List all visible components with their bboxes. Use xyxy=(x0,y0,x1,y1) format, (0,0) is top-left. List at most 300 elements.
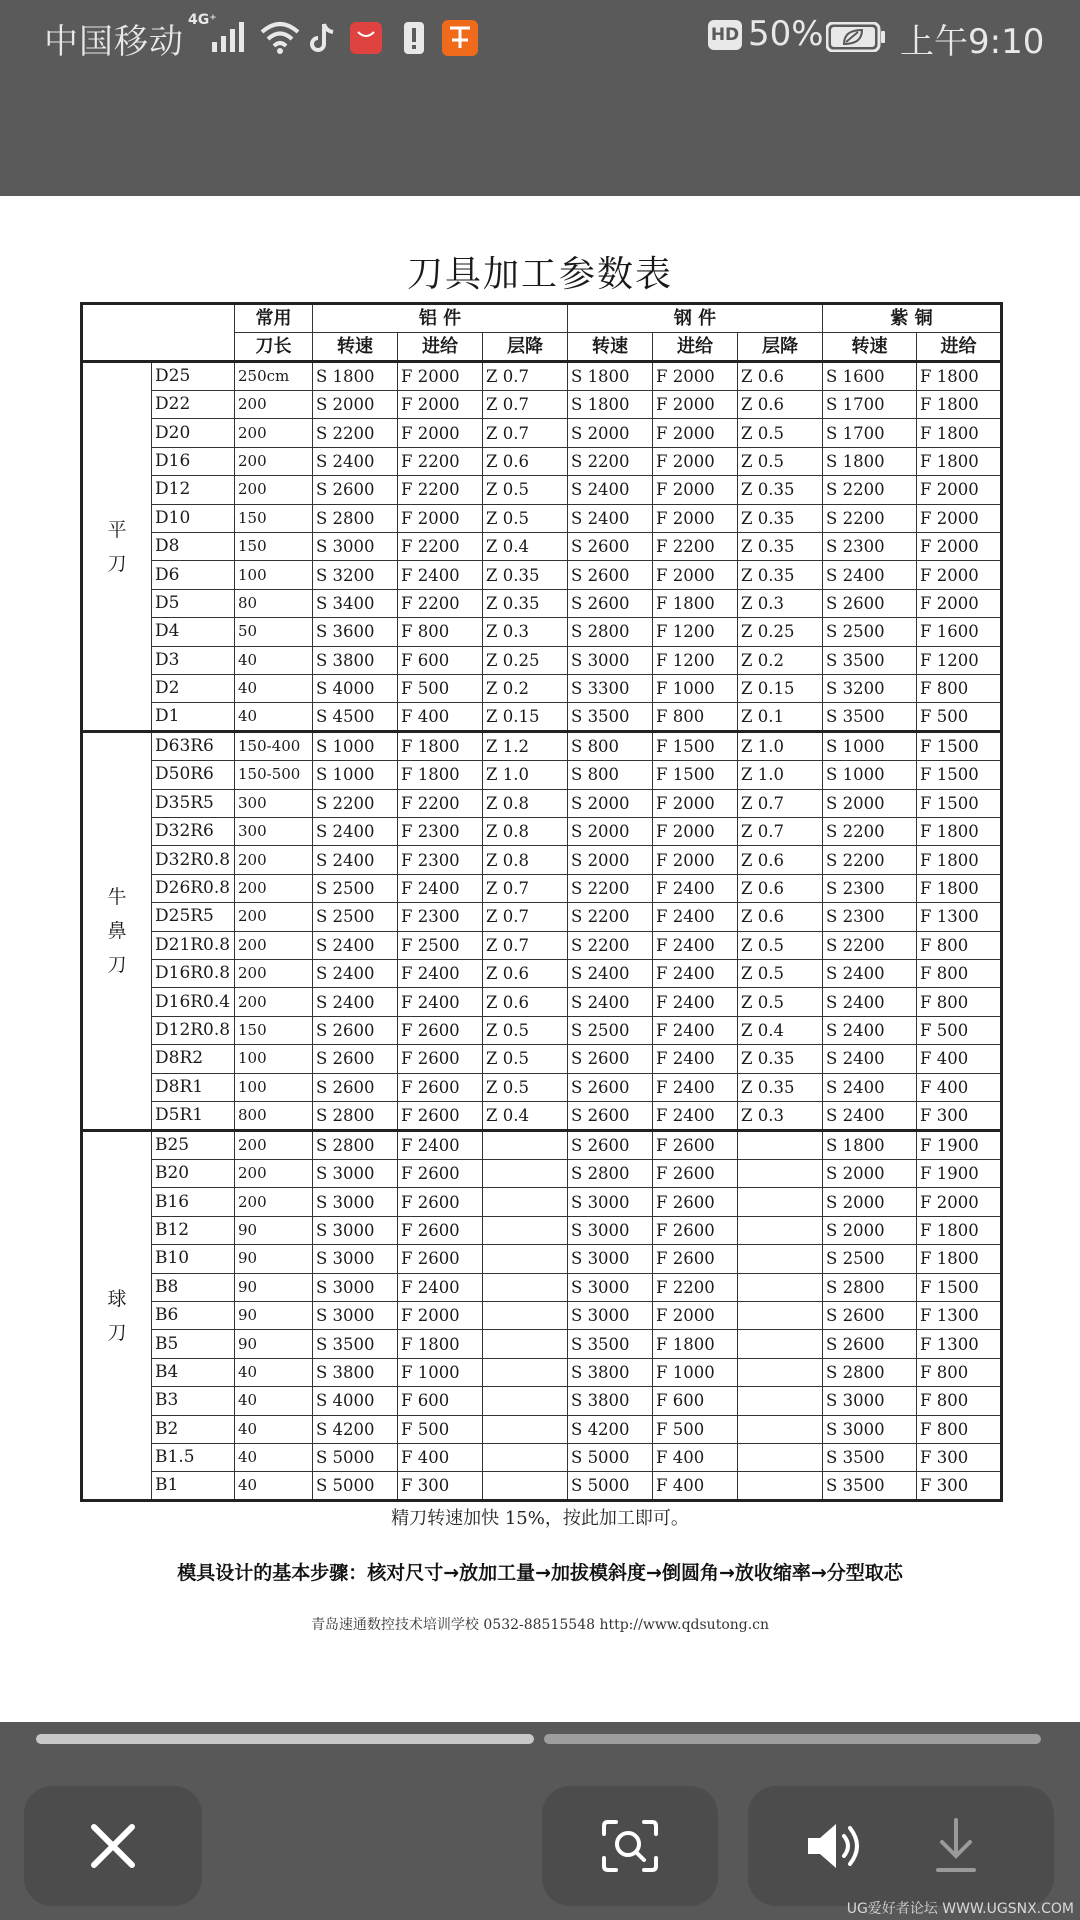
al-feed-cell: F 2600 xyxy=(398,1045,483,1073)
st-feed-cell: F 1200 xyxy=(653,618,738,646)
st-feed-cell: F 2200 xyxy=(653,1273,738,1301)
tool-code-cell: B8 xyxy=(152,1273,235,1301)
document-image xyxy=(0,196,1080,1722)
al-speed-cell: S 2800 xyxy=(313,504,398,532)
tool-length-cell: 200 xyxy=(235,1159,313,1187)
al-speed-cell: S 3800 xyxy=(313,1358,398,1386)
st-speed-cell: S 3000 xyxy=(568,1245,653,1273)
tool-code-cell: D32R6 xyxy=(152,818,235,846)
al-feed-cell: F 2300 xyxy=(398,818,483,846)
st-step-cell xyxy=(738,1159,823,1187)
st-step-cell: Z 1.0 xyxy=(738,761,823,789)
table-row xyxy=(82,1130,1002,1159)
header-st-step: 层降 xyxy=(738,333,823,362)
tool-code-cell: D6 xyxy=(152,561,235,589)
cu-speed-cell: S 2600 xyxy=(823,589,917,617)
st-step-cell: Z 0.35 xyxy=(738,476,823,504)
header-steel: 钢 件 xyxy=(568,304,823,333)
cu-feed-cell: F 2000 xyxy=(917,561,1002,589)
cu-speed-cell: S 2600 xyxy=(823,1301,917,1329)
al-speed-cell: S 1800 xyxy=(313,362,398,391)
al-speed-cell: S 3000 xyxy=(313,1216,398,1244)
st-feed-cell: F 2000 xyxy=(653,789,738,817)
al-feed-cell: F 2400 xyxy=(398,874,483,902)
clock: 上午9:10 xyxy=(900,22,1045,62)
tool-group-1 xyxy=(82,732,1002,1131)
cu-speed-cell: S 2400 xyxy=(823,1045,917,1073)
table-row xyxy=(82,1188,1002,1216)
st-speed-cell: S 800 xyxy=(568,761,653,789)
al-step-cell: Z 0.2 xyxy=(483,674,568,702)
cu-speed-cell: S 3500 xyxy=(823,1443,917,1471)
al-speed-cell: S 1000 xyxy=(313,732,398,761)
st-step-cell: Z 0.5 xyxy=(738,931,823,959)
sound-download-bar xyxy=(748,1786,1054,1906)
al-step-cell: Z 0.5 xyxy=(483,1073,568,1101)
table-row xyxy=(82,846,1002,874)
tool-code-cell: D22 xyxy=(152,391,235,419)
tool-length-cell: 80 xyxy=(235,589,313,617)
al-feed-cell: F 2000 xyxy=(398,362,483,391)
table-row xyxy=(82,1073,1002,1101)
al-step-cell: Z 0.7 xyxy=(483,931,568,959)
st-speed-cell: S 3000 xyxy=(568,1216,653,1244)
st-feed-cell: F 2400 xyxy=(653,988,738,1016)
cu-feed-cell: F 1500 xyxy=(917,732,1002,761)
cu-feed-cell: F 1800 xyxy=(917,874,1002,902)
cu-speed-cell: S 3500 xyxy=(823,1472,917,1501)
al-speed-cell: S 2500 xyxy=(313,874,398,902)
al-step-cell: Z 0.7 xyxy=(483,391,568,419)
table-row xyxy=(82,1216,1002,1244)
st-speed-cell: S 2400 xyxy=(568,476,653,504)
tool-code-cell: D3 xyxy=(152,646,235,674)
close-icon xyxy=(88,1821,138,1871)
header-cu-speed: 转速 xyxy=(823,333,917,362)
tool-code-cell: B10 xyxy=(152,1245,235,1273)
tool-length-cell: 250cm xyxy=(235,362,313,391)
st-feed-cell: F 2000 xyxy=(653,846,738,874)
st-feed-cell: F 2000 xyxy=(653,818,738,846)
al-feed-cell: F 2200 xyxy=(398,476,483,504)
al-step-cell xyxy=(483,1188,568,1216)
al-feed-cell: F 2200 xyxy=(398,532,483,560)
st-feed-cell: F 2400 xyxy=(653,1073,738,1101)
st-step-cell xyxy=(738,1273,823,1301)
table-row xyxy=(82,561,1002,589)
page-indicator-next[interactable] xyxy=(544,1734,1041,1744)
finishing-note: 精刀转速加快 15%，按此加工即可。 xyxy=(391,1508,689,1529)
cu-speed-cell: S 2800 xyxy=(823,1358,917,1386)
tool-length-cell: 90 xyxy=(235,1245,313,1273)
cu-feed-cell: F 800 xyxy=(917,1387,1002,1415)
tool-length-cell: 90 xyxy=(235,1216,313,1244)
header-length-bottom: 刀长 xyxy=(235,333,313,362)
header-length-top: 常用 xyxy=(235,304,313,333)
al-speed-cell: S 5000 xyxy=(313,1472,398,1501)
st-speed-cell: S 2200 xyxy=(568,931,653,959)
st-feed-cell: F 1000 xyxy=(653,674,738,702)
cu-feed-cell: F 1800 xyxy=(917,447,1002,475)
al-speed-cell: S 2400 xyxy=(313,846,398,874)
tool-length-cell: 300 xyxy=(235,818,313,846)
tool-length-cell: 150-500 xyxy=(235,761,313,789)
st-step-cell: Z 0.4 xyxy=(738,1016,823,1044)
tool-length-cell: 100 xyxy=(235,1073,313,1101)
tool-code-cell: B6 xyxy=(152,1301,235,1329)
al-speed-cell: S 2500 xyxy=(313,903,398,931)
table-row xyxy=(82,1045,1002,1073)
st-step-cell: Z 0.3 xyxy=(738,1101,823,1130)
al-step-cell: Z 0.8 xyxy=(483,789,568,817)
st-step-cell xyxy=(738,1472,823,1501)
al-feed-cell: F 1800 xyxy=(398,761,483,789)
st-step-cell: Z 0.2 xyxy=(738,646,823,674)
cu-speed-cell: S 2400 xyxy=(823,1101,917,1130)
st-step-cell xyxy=(738,1330,823,1358)
st-speed-cell: S 2800 xyxy=(568,618,653,646)
tool-code-cell: B16 xyxy=(152,1188,235,1216)
speaker-icon[interactable] xyxy=(804,1820,868,1872)
al-speed-cell: S 2400 xyxy=(313,988,398,1016)
st-speed-cell: S 3500 xyxy=(568,1330,653,1358)
cu-speed-cell: S 2200 xyxy=(823,931,917,959)
table-row xyxy=(82,1101,1002,1130)
table-row xyxy=(82,874,1002,902)
al-feed-cell: F 800 xyxy=(398,618,483,646)
st-feed-cell: F 2600 xyxy=(653,1159,738,1187)
al-speed-cell: S 2200 xyxy=(313,789,398,817)
al-step-cell: Z 0.5 xyxy=(483,1045,568,1073)
st-step-cell: Z 0.7 xyxy=(738,789,823,817)
tool-code-cell: D1 xyxy=(152,703,235,732)
tool-group-char: 平 xyxy=(107,518,127,541)
tool-length-cell: 90 xyxy=(235,1330,313,1358)
table-row xyxy=(82,646,1002,674)
tool-group-char: 刀 xyxy=(107,954,127,977)
al-speed-cell: S 3400 xyxy=(313,589,398,617)
table-row xyxy=(82,761,1002,789)
st-speed-cell: S 2200 xyxy=(568,903,653,931)
al-step-cell: Z 0.35 xyxy=(483,561,568,589)
cu-speed-cell: S 2300 xyxy=(823,903,917,931)
cu-speed-cell: S 3000 xyxy=(823,1415,917,1443)
st-feed-cell: F 2000 xyxy=(653,391,738,419)
cu-feed-cell: F 1200 xyxy=(917,646,1002,674)
tool-code-cell: D4 xyxy=(152,618,235,646)
st-step-cell: Z 0.25 xyxy=(738,618,823,646)
close-button[interactable] xyxy=(24,1786,202,1906)
al-step-cell: Z 0.7 xyxy=(483,419,568,447)
st-speed-cell: S 5000 xyxy=(568,1472,653,1501)
tool-length-cell: 200 xyxy=(235,476,313,504)
al-feed-cell: F 2200 xyxy=(398,789,483,817)
cu-speed-cell: S 2300 xyxy=(823,874,917,902)
st-speed-cell: S 2600 xyxy=(568,1045,653,1073)
cu-speed-cell: S 3200 xyxy=(823,674,917,702)
al-step-cell: Z 0.6 xyxy=(483,447,568,475)
st-step-cell xyxy=(738,1130,823,1159)
cu-speed-cell: S 2000 xyxy=(823,789,917,817)
al-speed-cell: S 2600 xyxy=(313,1045,398,1073)
mold-design-steps: 模具设计的基本步骤：核对尺寸→放加工量→加拔模斜度→倒圆角→放收缩率→分型取芯 xyxy=(177,1562,903,1584)
cu-speed-cell: S 2800 xyxy=(823,1273,917,1301)
st-speed-cell: S 3800 xyxy=(568,1358,653,1386)
tool-code-cell: D2 xyxy=(152,674,235,702)
tool-length-cell: 200 xyxy=(235,874,313,902)
tool-length-cell: 200 xyxy=(235,447,313,475)
al-step-cell xyxy=(483,1216,568,1244)
table-row xyxy=(82,419,1002,447)
st-speed-cell: S 800 xyxy=(568,732,653,761)
al-step-cell xyxy=(483,1130,568,1159)
table-row xyxy=(82,1159,1002,1187)
cu-feed-cell: F 1600 xyxy=(917,618,1002,646)
al-feed-cell: F 2000 xyxy=(398,391,483,419)
st-speed-cell: S 1800 xyxy=(568,362,653,391)
page-indicator-current[interactable] xyxy=(36,1734,534,1744)
header-al-feed: 进给 xyxy=(398,333,483,362)
al-speed-cell: S 2600 xyxy=(313,1016,398,1044)
st-speed-cell: S 3500 xyxy=(568,703,653,732)
st-step-cell: Z 0.5 xyxy=(738,447,823,475)
tool-length-cell: 200 xyxy=(235,419,313,447)
st-feed-cell: F 1200 xyxy=(653,646,738,674)
al-step-cell: Z 0.5 xyxy=(483,476,568,504)
table-row xyxy=(82,1358,1002,1386)
st-step-cell xyxy=(738,1188,823,1216)
al-feed-cell: F 2400 xyxy=(398,960,483,988)
document-title: 刀具加工参数表 xyxy=(406,254,673,295)
table-row xyxy=(82,732,1002,761)
cu-speed-cell: S 2000 xyxy=(823,1188,917,1216)
cu-feed-cell: F 1800 xyxy=(917,419,1002,447)
tool-length-cell: 100 xyxy=(235,561,313,589)
cu-feed-cell: F 400 xyxy=(917,1045,1002,1073)
tool-code-cell: B2 xyxy=(152,1415,235,1443)
tool-code-cell: D63R6 xyxy=(152,732,235,761)
tool-code-cell: D16R0.4 xyxy=(152,988,235,1016)
tool-length-cell: 300 xyxy=(235,789,313,817)
table-row xyxy=(82,476,1002,504)
tool-code-cell: B25 xyxy=(152,1130,235,1159)
al-step-cell xyxy=(483,1330,568,1358)
st-step-cell xyxy=(738,1301,823,1329)
tool-code-cell: B3 xyxy=(152,1387,235,1415)
al-feed-cell: F 2600 xyxy=(398,1016,483,1044)
st-feed-cell: F 2400 xyxy=(653,931,738,959)
network-type: 4G⁺ xyxy=(188,12,217,28)
carrier-name: 中国移动 xyxy=(44,22,184,62)
cu-feed-cell: F 1800 xyxy=(917,1245,1002,1273)
cu-speed-cell: S 3000 xyxy=(823,1387,917,1415)
al-speed-cell: S 4000 xyxy=(313,674,398,702)
al-feed-cell: F 2400 xyxy=(398,1273,483,1301)
cu-speed-cell: S 1600 xyxy=(823,362,917,391)
st-feed-cell: F 2600 xyxy=(653,1130,738,1159)
cu-speed-cell: S 2500 xyxy=(823,1245,917,1273)
st-step-cell xyxy=(738,1443,823,1471)
header-st-speed: 转速 xyxy=(568,333,653,362)
st-feed-cell: F 600 xyxy=(653,1387,738,1415)
al-feed-cell: F 2600 xyxy=(398,1101,483,1130)
st-step-cell xyxy=(738,1387,823,1415)
st-speed-cell: S 4200 xyxy=(568,1415,653,1443)
st-speed-cell: S 2600 xyxy=(568,1130,653,1159)
al-step-cell: Z 0.6 xyxy=(483,988,568,1016)
cu-speed-cell: S 1800 xyxy=(823,1130,917,1159)
cu-feed-cell: F 2000 xyxy=(917,1188,1002,1216)
st-feed-cell: F 500 xyxy=(653,1415,738,1443)
header-st-feed: 进给 xyxy=(653,333,738,362)
al-feed-cell: F 2600 xyxy=(398,1216,483,1244)
cu-feed-cell: F 1500 xyxy=(917,761,1002,789)
tool-code-cell: D21R0.8 xyxy=(152,931,235,959)
st-feed-cell: F 2000 xyxy=(653,476,738,504)
tool-code-cell: D5 xyxy=(152,589,235,617)
cu-feed-cell: F 800 xyxy=(917,960,1002,988)
cu-feed-cell: F 1900 xyxy=(917,1159,1002,1187)
al-speed-cell: S 2400 xyxy=(313,818,398,846)
al-step-cell: Z 0.7 xyxy=(483,874,568,902)
cu-speed-cell: S 2400 xyxy=(823,960,917,988)
al-feed-cell: F 2600 xyxy=(398,1159,483,1187)
tool-length-cell: 150 xyxy=(235,504,313,532)
al-step-cell: Z 0.7 xyxy=(483,362,568,391)
al-step-cell: Z 0.25 xyxy=(483,646,568,674)
hd-badge: HD xyxy=(708,20,742,50)
cu-speed-cell: S 2500 xyxy=(823,618,917,646)
cu-feed-cell: F 1300 xyxy=(917,903,1002,931)
al-step-cell xyxy=(483,1472,568,1501)
al-speed-cell: S 3800 xyxy=(313,646,398,674)
st-feed-cell: F 2000 xyxy=(653,504,738,532)
al-speed-cell: S 2800 xyxy=(313,1130,398,1159)
tool-code-cell: D16 xyxy=(152,447,235,475)
tool-code-cell: B1 xyxy=(152,1472,235,1501)
notification-app-icons xyxy=(306,18,486,58)
cu-feed-cell: F 2000 xyxy=(917,504,1002,532)
al-feed-cell: F 2400 xyxy=(398,988,483,1016)
tool-length-cell: 90 xyxy=(235,1301,313,1329)
al-speed-cell: S 3000 xyxy=(313,1301,398,1329)
forum-watermark: UG爱好者论坛 WWW.UGSNX.COM xyxy=(846,1901,1074,1917)
st-step-cell: Z 0.35 xyxy=(738,1045,823,1073)
st-speed-cell: S 2600 xyxy=(568,589,653,617)
table-row xyxy=(82,988,1002,1016)
al-step-cell: Z 0.4 xyxy=(483,1101,568,1130)
tool-group-2 xyxy=(82,1130,1002,1500)
tool-length-cell: 50 xyxy=(235,618,313,646)
tool-code-cell: D10 xyxy=(152,504,235,532)
al-speed-cell: S 4200 xyxy=(313,1415,398,1443)
cu-speed-cell: S 1800 xyxy=(823,447,917,475)
al-speed-cell: S 2800 xyxy=(313,1101,398,1130)
st-step-cell: Z 0.6 xyxy=(738,874,823,902)
tool-code-cell: D8R1 xyxy=(152,1073,235,1101)
st-step-cell: Z 0.35 xyxy=(738,561,823,589)
al-speed-cell: S 4000 xyxy=(313,1387,398,1415)
image-search-button[interactable] xyxy=(542,1786,718,1906)
st-step-cell: Z 0.1 xyxy=(738,703,823,732)
st-speed-cell: S 2000 xyxy=(568,846,653,874)
header-aluminum: 铝 件 xyxy=(313,304,568,333)
st-feed-cell: F 2000 xyxy=(653,1301,738,1329)
tool-code-cell: B5 xyxy=(152,1330,235,1358)
al-step-cell xyxy=(483,1301,568,1329)
st-feed-cell: F 400 xyxy=(653,1472,738,1501)
table-row xyxy=(82,1273,1002,1301)
st-step-cell: Z 0.3 xyxy=(738,589,823,617)
al-speed-cell: S 2400 xyxy=(313,960,398,988)
al-speed-cell: S 3000 xyxy=(313,1188,398,1216)
tool-length-cell: 40 xyxy=(235,1358,313,1386)
tool-group-label xyxy=(82,1130,152,1500)
st-speed-cell: S 2400 xyxy=(568,988,653,1016)
al-step-cell xyxy=(483,1415,568,1443)
status-bar xyxy=(0,0,1080,76)
table-row xyxy=(82,1443,1002,1471)
st-step-cell xyxy=(738,1358,823,1386)
header-al-step: 层降 xyxy=(483,333,568,362)
al-feed-cell: F 600 xyxy=(398,646,483,674)
al-step-cell: Z 0.7 xyxy=(483,903,568,931)
al-step-cell xyxy=(483,1358,568,1386)
st-speed-cell: S 3000 xyxy=(568,646,653,674)
tool-length-cell: 200 xyxy=(235,960,313,988)
cu-feed-cell: F 1800 xyxy=(917,818,1002,846)
tool-code-cell: D25R5 xyxy=(152,903,235,931)
header-cu-feed: 进给 xyxy=(917,333,1002,362)
st-feed-cell: F 2400 xyxy=(653,874,738,902)
cu-speed-cell: S 2300 xyxy=(823,532,917,560)
st-step-cell: Z 0.6 xyxy=(738,362,823,391)
st-feed-cell: F 2000 xyxy=(653,419,738,447)
al-speed-cell: S 2400 xyxy=(313,447,398,475)
al-feed-cell: F 2600 xyxy=(398,1245,483,1273)
st-speed-cell: S 2500 xyxy=(568,1016,653,1044)
st-feed-cell: F 2400 xyxy=(653,1045,738,1073)
st-feed-cell: F 2200 xyxy=(653,532,738,560)
tool-length-cell: 90 xyxy=(235,1273,313,1301)
cu-speed-cell: S 2200 xyxy=(823,476,917,504)
download-icon[interactable] xyxy=(934,1816,978,1874)
al-speed-cell: S 4500 xyxy=(313,703,398,732)
st-step-cell: Z 0.6 xyxy=(738,846,823,874)
st-feed-cell: F 2400 xyxy=(653,1101,738,1130)
cu-speed-cell: S 2400 xyxy=(823,1073,917,1101)
al-feed-cell: F 2500 xyxy=(398,931,483,959)
al-feed-cell: F 400 xyxy=(398,1443,483,1471)
cu-feed-cell: F 500 xyxy=(917,703,1002,732)
st-speed-cell: S 2000 xyxy=(568,419,653,447)
cu-feed-cell: F 1800 xyxy=(917,362,1002,391)
st-feed-cell: F 400 xyxy=(653,1443,738,1471)
st-feed-cell: F 2400 xyxy=(653,960,738,988)
al-feed-cell: F 2300 xyxy=(398,903,483,931)
st-feed-cell: F 2400 xyxy=(653,1016,738,1044)
tool-code-cell: D5R1 xyxy=(152,1101,235,1130)
al-feed-cell: F 2200 xyxy=(398,589,483,617)
cu-feed-cell: F 1500 xyxy=(917,789,1002,817)
st-speed-cell: S 3000 xyxy=(568,1188,653,1216)
st-step-cell: Z 0.6 xyxy=(738,903,823,931)
st-step-cell: Z 0.35 xyxy=(738,532,823,560)
cu-speed-cell: S 2600 xyxy=(823,1330,917,1358)
table-row xyxy=(82,703,1002,732)
st-speed-cell: S 3000 xyxy=(568,1273,653,1301)
st-step-cell: Z 0.6 xyxy=(738,391,823,419)
